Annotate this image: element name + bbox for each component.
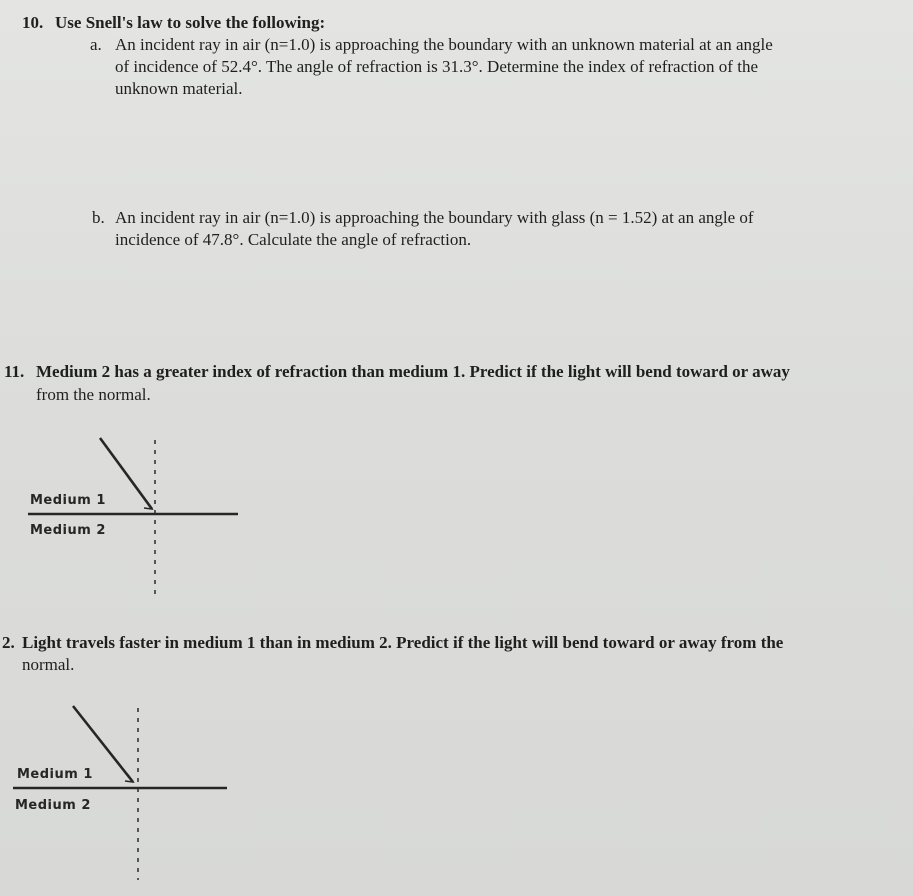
question-10a-line-3: unknown material. [115, 79, 243, 98]
question-10a-line-2: of incidence of 52.4°. The angle of refraction is 31.3°. Determine the index of refraction of the [115, 57, 758, 76]
question-10b-letter: b. [92, 208, 105, 227]
question-11-line-2: from the normal. [36, 385, 151, 404]
refraction-diagram-12 [5, 700, 240, 890]
question-12-line-2: normal. [22, 655, 75, 674]
question-11-diagram [20, 430, 250, 610]
question-11-line-1: Medium 2 has a greater index of refraction than medium 1. Predict if the light will bend toward or away [36, 362, 790, 381]
question-11-number: 11. [4, 362, 25, 381]
refraction-diagram-11 [20, 430, 250, 610]
question-10b-line-1: An incident ray in air (n=1.0) is approaching the boundary with glass (n = 1.52) at an angle of [115, 208, 754, 227]
medium-2-label: Medium 2 [30, 523, 106, 538]
question-10a-letter: a. [90, 35, 102, 54]
medium-2-label: Medium 2 [15, 798, 91, 813]
incident-ray [100, 438, 152, 509]
medium-1-label: Medium 1 [30, 493, 106, 508]
question-10b-line-2: incidence of 47.8°. Calculate the angle of refraction. [115, 230, 472, 249]
medium-1-label: Medium 1 [17, 767, 93, 782]
question-10-prompt: Use Snell's law to solve the following: [55, 13, 326, 32]
question-10-number: 10. [22, 13, 44, 32]
question-12-line-1: Light travels faster in medium 1 than in medium 2. Predict if the light will bend toward or away from the [22, 633, 784, 652]
question-12-diagram [5, 700, 240, 890]
question-12-number: 2. [2, 633, 15, 652]
question-10a-line-1: An incident ray in air (n=1.0) is approaching the boundary with an unknown material at an angle [115, 35, 773, 54]
